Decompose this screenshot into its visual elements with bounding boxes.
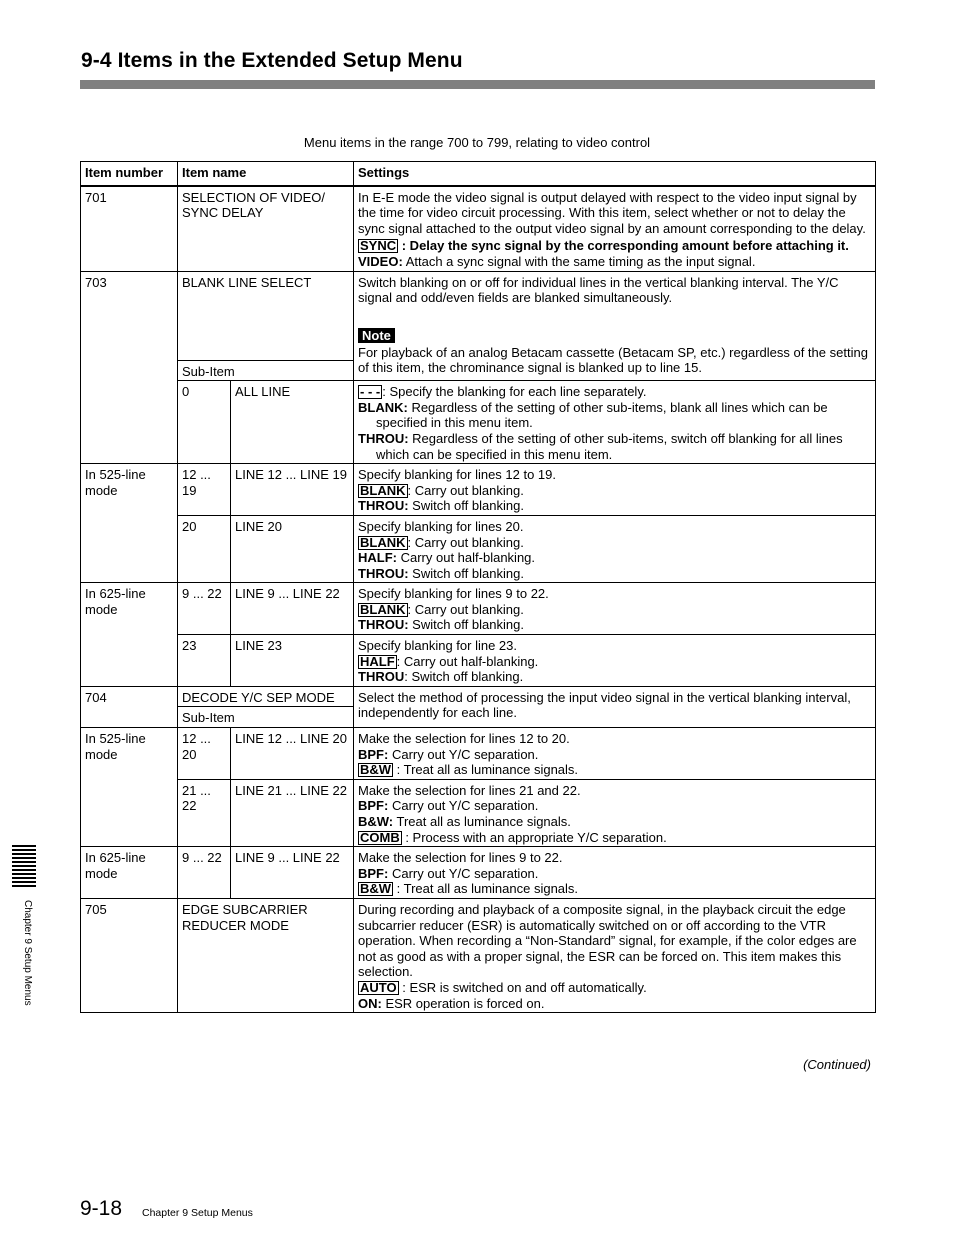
title-rule xyxy=(80,80,875,89)
setting-option xyxy=(358,238,871,254)
option-key: HALF: xyxy=(358,550,397,566)
item-settings xyxy=(354,583,876,635)
item-settings xyxy=(354,381,876,464)
item-settings xyxy=(354,186,876,271)
setting-option xyxy=(358,747,871,763)
section-title: 9-4 Items in the Extended Setup Menu xyxy=(81,49,463,72)
sub-item-label: Sub-Item xyxy=(178,360,354,381)
setting-option xyxy=(358,550,871,566)
sub-item-name: ALL LINE xyxy=(231,381,354,464)
option-key: THROU: xyxy=(358,498,409,514)
sub-item-number: 0 xyxy=(178,381,231,464)
option-text: : Treat all as luminance signals. xyxy=(393,881,579,897)
note-badge: Note xyxy=(358,328,395,343)
sub-item-name: LINE 12 ... LINE 20 xyxy=(231,728,354,780)
item-settings xyxy=(354,847,876,899)
option-key: BPF: xyxy=(358,865,389,881)
settings-description: In E-E mode the video signal is output delayed with respect to the video input signal by the time for video circuit processing. With this item, select whether or not to delay the sync signal attached to the output video signal by an amount corresponding to the delay. xyxy=(358,189,866,236)
option-key: THROU: xyxy=(358,565,409,581)
header-item-number: Item number xyxy=(81,162,178,186)
item-name: EDGE SUBCARRIER REDUCER MODE xyxy=(178,898,354,1012)
footer-chapter-label: Chapter 9 Setup Menus xyxy=(142,1207,253,1219)
option-key: B&W: xyxy=(358,814,394,829)
header-settings: Settings xyxy=(354,162,876,186)
item-name: SELECTION OF VIDEO/ SYNC DELAY xyxy=(178,186,354,271)
table-row xyxy=(81,381,876,464)
setting-option xyxy=(358,798,871,814)
option-text: Attach a sync signal with the same timing as the input signal. xyxy=(402,253,756,269)
option-text: Carry out half-blanking. xyxy=(397,550,536,566)
item-settings xyxy=(354,515,876,582)
setting-option xyxy=(358,254,871,270)
chapter-thumb-tab xyxy=(12,845,36,889)
header-item-name: Item name xyxy=(178,162,354,186)
default-option-key: AUTO xyxy=(360,979,397,995)
default-option-key: B&W xyxy=(360,881,392,897)
settings-description: During recording and playback of a composite signal, in the playback circuit the edge subcarrier reducer (ESR) is automatically switched on or off according to the VTR operation. When recording a “Non-Standard” signal, for example, if the color edges are not as good as with a proper signal, the ESR can be forced on. This item makes this selection. xyxy=(358,901,857,980)
sub-item-number: 9 ... 22 xyxy=(178,847,231,899)
settings-description: Make the selection for lines 12 to 20. xyxy=(358,731,570,747)
sub-item-number: 12 ... 19 xyxy=(178,464,231,516)
default-option-key: HALF xyxy=(360,653,395,669)
option-text: Switch off blanking. xyxy=(408,565,524,581)
settings-description: Select the method of processing the input video signal in the vertical blanking interval, independently for each line. xyxy=(358,689,851,721)
sub-item-number: 20 xyxy=(178,515,231,582)
option-text: Treat all as luminance signals. xyxy=(393,814,571,829)
setting-option xyxy=(358,881,871,897)
settings-description: Switch blanking on or off for individual lines in the vertical blanking interval. The Y/C signal and odd/even fields are blanked simultaneously. xyxy=(358,274,839,306)
table-row xyxy=(81,583,876,635)
page-number: 9-18 xyxy=(80,1197,123,1220)
setting-option xyxy=(358,602,871,618)
item-number: 704 xyxy=(81,686,178,727)
option-text: : Carry out half-blanking. xyxy=(396,653,539,669)
table-row xyxy=(81,635,876,687)
item-settings xyxy=(354,898,876,1012)
table-row xyxy=(81,464,876,516)
item-settings xyxy=(354,779,876,846)
table-row xyxy=(81,847,876,899)
side-chapter-label: Chapter 9 Setup Menus xyxy=(22,900,33,1006)
setting-option xyxy=(358,483,871,499)
sub-item-name: LINE 23 xyxy=(231,635,354,687)
sub-item-label: Sub-Item xyxy=(178,707,354,728)
settings-description: Specify blanking for lines 9 to 22. xyxy=(358,586,549,602)
mode-label: In 525-line mode xyxy=(81,728,178,847)
table-row xyxy=(81,686,876,707)
setting-option xyxy=(358,669,871,685)
option-text: : Process with an appropriate Y/C separation. xyxy=(401,829,667,845)
option-key: VIDEO: xyxy=(358,253,403,269)
sub-item-number: 12 ... 20 xyxy=(178,728,231,780)
setting-option xyxy=(358,535,871,551)
table-row xyxy=(81,779,876,846)
option-text: : ESR is switched on and off automatically. xyxy=(398,979,647,995)
option-key: THROU xyxy=(358,669,405,685)
continued-note: (Continued) xyxy=(803,1057,871,1072)
default-option-key: BLANK xyxy=(360,534,406,550)
option-text: Regardless of the setting of other sub-items, blank all lines which can be specified in this menu item. xyxy=(376,399,828,431)
table-row xyxy=(81,271,876,360)
option-text: Switch off blanking. xyxy=(408,498,524,514)
setting-option xyxy=(358,400,871,431)
sub-item-number: 21 ... 22 xyxy=(178,779,231,846)
option-text: : Carry out blanking. xyxy=(407,601,524,617)
option-key: THROU: xyxy=(358,617,409,633)
sub-item-number: 23 xyxy=(178,635,231,687)
default-option-key: B&W xyxy=(360,762,392,778)
setting-option xyxy=(358,814,871,830)
option-text: Carry out Y/C separation. xyxy=(388,798,539,814)
table-row xyxy=(81,515,876,582)
setting-option xyxy=(358,980,871,996)
option-text: Carry out Y/C separation. xyxy=(388,746,539,762)
option-text: ESR operation is forced on. xyxy=(381,995,545,1011)
default-option-key: COMB xyxy=(360,829,400,845)
option-key: BPF: xyxy=(358,746,389,762)
option-text: Carry out Y/C separation. xyxy=(388,865,539,881)
sub-item-name: LINE 9 ... LINE 22 xyxy=(231,847,354,899)
setting-option xyxy=(358,996,871,1012)
settings-description: Specify blanking for line 23. xyxy=(358,638,517,654)
item-settings xyxy=(354,686,876,727)
table-caption: Menu items in the range 700 to 799, relating to video control xyxy=(303,135,651,150)
table-row xyxy=(81,898,876,1012)
item-settings xyxy=(354,464,876,516)
mode-label: In 625-line mode xyxy=(81,847,178,899)
option-key: THROU: xyxy=(358,430,409,446)
option-text: : Carry out blanking. xyxy=(407,482,524,498)
settings-description: Specify blanking for lines 20. xyxy=(358,518,524,534)
item-number: 705 xyxy=(81,898,178,1012)
option-text: : Delay the sync signal by the corresponding amount before attaching it. xyxy=(398,238,849,254)
item-number: 701 xyxy=(81,186,178,271)
setting-option xyxy=(358,566,871,582)
setting-option xyxy=(358,866,871,882)
default-option-key: BLANK xyxy=(360,482,406,498)
item-settings xyxy=(354,635,876,687)
note-text: For playback of an analog Betacam cassette (Betacam SP, etc.) regardless of the setting of this item, the chrominance signal is blanked up to line 15. xyxy=(358,344,868,376)
sub-item-name: LINE 9 ... LINE 22 xyxy=(231,583,354,635)
sub-item-name: LINE 21 ... LINE 22 xyxy=(231,779,354,846)
option-key: BPF: xyxy=(358,798,389,814)
item-name: DECODE Y/C SEP MODE xyxy=(178,686,354,707)
table-row xyxy=(81,728,876,780)
setting-option xyxy=(358,498,871,514)
option-text: : Specify the blanking for each line separately. xyxy=(382,384,647,400)
option-text: : Switch off blanking. xyxy=(404,669,524,685)
sub-item-name: LINE 20 xyxy=(231,515,354,582)
item-settings xyxy=(354,271,876,381)
setting-option xyxy=(358,654,871,670)
table-row xyxy=(81,186,876,271)
settings-description: Make the selection for lines 9 to 22. xyxy=(358,850,563,866)
option-key: ON: xyxy=(358,995,382,1011)
option-text: : Carry out blanking. xyxy=(407,534,524,550)
option-key: BLANK: xyxy=(358,399,408,415)
option-text: Switch off blanking. xyxy=(408,617,524,633)
table-header-row xyxy=(81,162,876,186)
setting-option xyxy=(358,830,871,846)
mode-label: In 525-line mode xyxy=(81,464,178,583)
item-number: 703 xyxy=(81,271,178,464)
setup-menu-table xyxy=(80,161,876,1013)
item-name: BLANK LINE SELECT xyxy=(178,271,354,360)
default-option-key: BLANK xyxy=(360,601,406,617)
settings-description: Specify blanking for lines 12 to 19. xyxy=(358,467,557,483)
item-settings xyxy=(354,728,876,780)
mode-label: In 625-line mode xyxy=(81,583,178,687)
option-text: Regardless of the setting of other sub-items, switch off blanking for all lines which can be specified in this menu item. xyxy=(376,430,843,462)
default-option-key: - - - xyxy=(360,384,381,400)
setting-option xyxy=(358,384,871,400)
default-option-key: SYNC xyxy=(360,238,397,254)
sub-item-name: LINE 12 ... LINE 19 xyxy=(231,464,354,516)
option-text: : Treat all as luminance signals. xyxy=(393,762,579,778)
setting-option xyxy=(358,431,871,462)
settings-description: Make the selection for lines 21 and 22. xyxy=(358,782,581,798)
sub-item-number: 9 ... 22 xyxy=(178,583,231,635)
setting-option xyxy=(358,617,871,633)
setting-option xyxy=(358,762,871,778)
